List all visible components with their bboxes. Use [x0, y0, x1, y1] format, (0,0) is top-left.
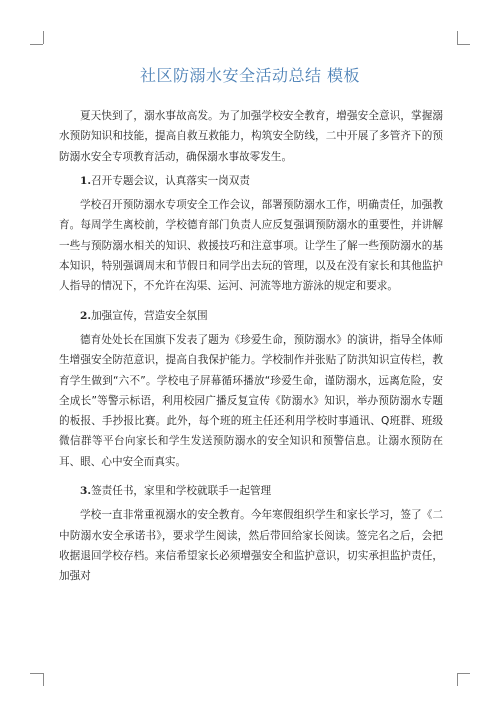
section-heading-1 [59, 171, 443, 191]
section-number: 2. [80, 309, 92, 322]
crop-mark-top-right-h [457, 44, 470, 45]
section-heading-3 [59, 481, 443, 501]
section-number: 1. [80, 174, 92, 187]
crop-mark-bottom-left-h [30, 673, 43, 674]
section-body-3: 学校一直非常重视溺水的安全教育。今年寒假组织学生和家长学习，签了《二中防溺水安全承诺书》，要求学生阅读，然后带回给家长阅读。签完名之后，会把收据退回学校存档。来信希望家长必须增强安全和监护意识，切实承担监护责任，加强对 [59, 509, 443, 583]
crop-mark-top-left-v [43, 31, 44, 44]
crop-mark-bottom-left-v [43, 673, 44, 686]
section-heading-2 [59, 306, 443, 326]
crop-mark-top-left-h [30, 44, 43, 45]
intro-paragraph: 夏天快到了，溺水事故高发。为了加强学校安全教育，增强安全意识，掌握溺水预防知识和技能，提高自救互救能力，构筑安全防线，二中开展了多管齐下的预防溺水安全专项教育活动，确保溺水事故零发生。 [59, 110, 443, 163]
crop-mark-bottom-right-h [457, 673, 470, 674]
document-title: 社区防溺水安全活动总结 模板 [139, 66, 361, 85]
section-heading-text: 加强宣传，营造安全氛围 [91, 309, 208, 322]
section-number: 3. [80, 485, 92, 498]
section-heading-text: 签责任书，家里和学校就联手一起管理 [91, 485, 272, 498]
section-heading-text: 召开专题会议，认真落实一岗双责 [91, 174, 250, 187]
document-body [59, 106, 443, 587]
section-body-2: 德育处处长在国旗下发表了题为《珍爱生命，预防溺水》的演讲，指导全体师生增强安全防范意识，提高自我保护能力。学校制作并张贴了防洪知识宣传栏，教育学生做到“六不”。学校电子屏幕循环播放“珍爱生命，谨防溺水，远离危险，安全成长”等警示标语，利用校园广播反复宣传《防溺水》知识，举办预防溺水专题的板报、手抄报比赛。此外，每个班的班主任还利用学校时事通讯、Q班群、班级微信群等平台向家长和学生发送预防溺水的安全知识和预警信息。让溺水预防在耳、眼、心中安全而真实。 [59, 333, 443, 468]
crop-mark-bottom-right-v [457, 673, 458, 686]
crop-mark-top-right-v [457, 31, 458, 44]
section-body-1: 学校召开预防溺水专项安全工作会议，部署预防溺水工作，明确责任，加强教育。每周学生离校前，学校德育部门负责人应反复强调预防溺水的重要性，并讲解一些与预防溺水相关的知识、救援技巧和注意事项。让学生了解一些预防溺水的基本知识，特别强调周末和节假日和同学出去玩的管理，以及在没有家长和其他监护人指导的情况下，不允许在沟渠、运河、河流等地方游泳的规定和要求。 [59, 199, 443, 293]
